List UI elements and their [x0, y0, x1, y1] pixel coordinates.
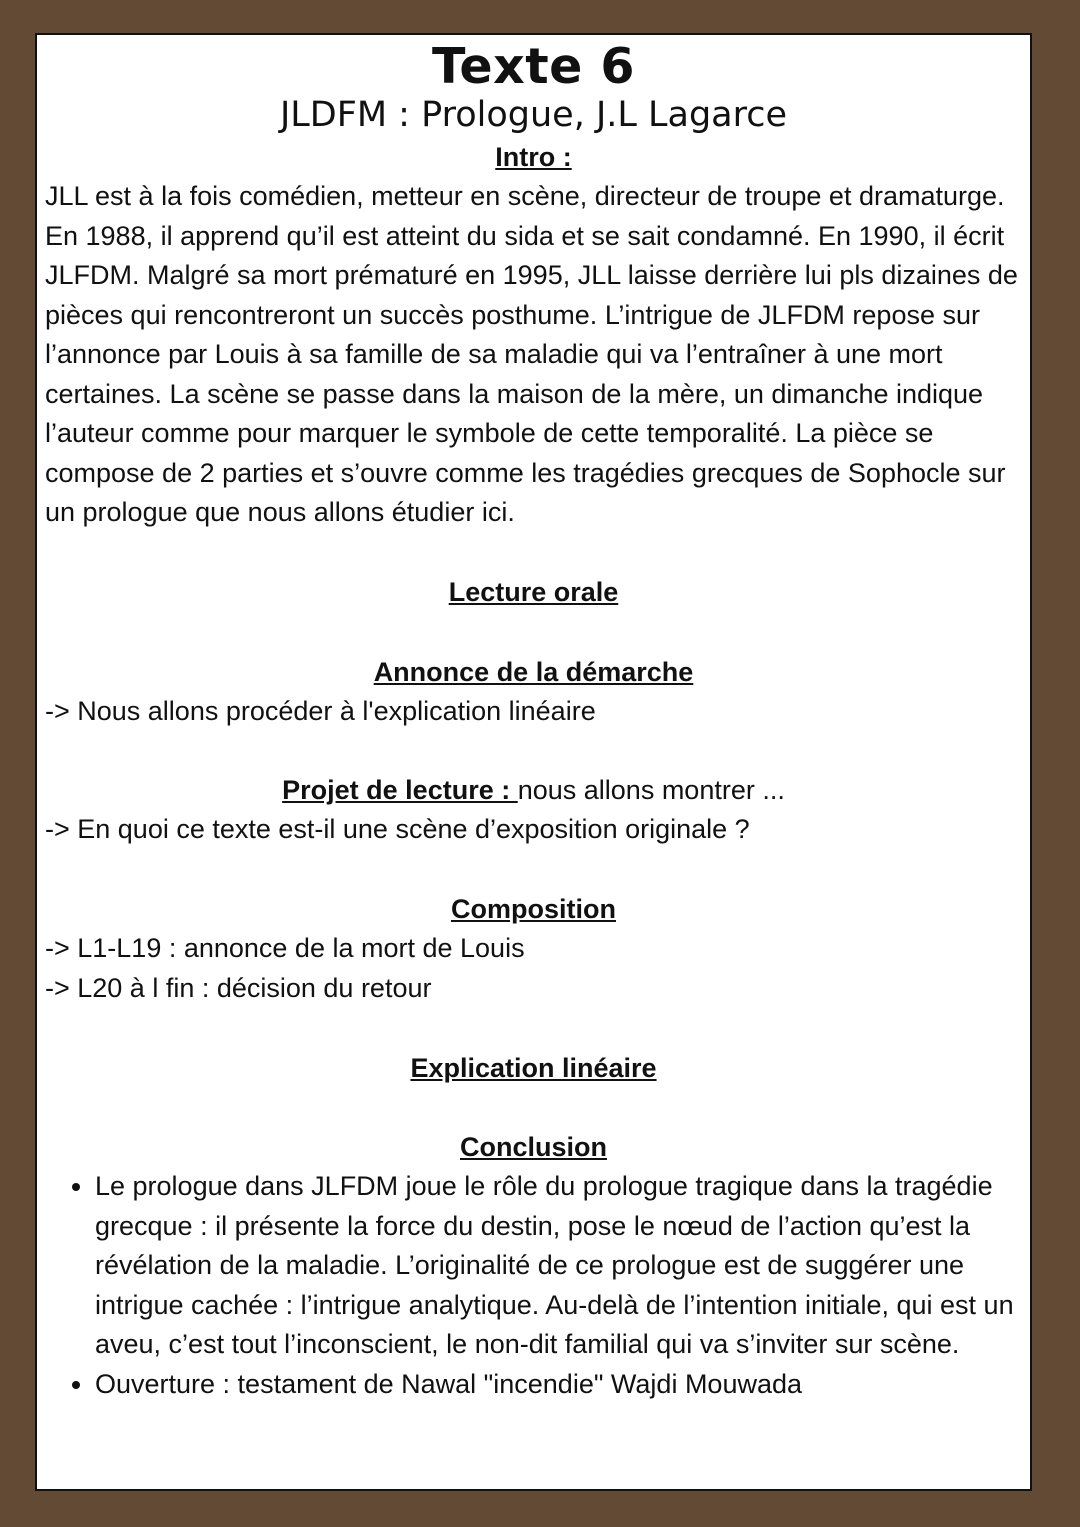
- conclusion-heading: Conclusion: [460, 1132, 607, 1162]
- spacer: [37, 612, 1030, 652]
- spacer: [37, 1008, 1030, 1048]
- conclusion-bullet: • Le prologue dans JLFDM joue le rôle du prologue tragique dans la tragédie grecque : il présente la force du destin, pose le nœud de l’action qu’est la révélation de la maladie. L’originalité de ce prologue est de suggérer une intrigue cachée : l’intrigue analytique. Au-delà de l’intention initiale, qui est un aveu, c’est tout l’inconscient, le non-dit familial qui va s’inviter sur scène.: [95, 1167, 1024, 1365]
- conclusion-list: [37, 1167, 1030, 1404]
- demarche-line: -> Nous allons procéder à l'explication linéaire: [45, 695, 596, 726]
- spacer: [37, 850, 1030, 890]
- document-page: [35, 33, 1032, 1491]
- explication-heading: Explication linéaire: [410, 1052, 657, 1083]
- intro-paragraph: JLL est à la fois comédien, metteur en scène, directeur de troupe et dramaturge. En 1988, il apprend qu’il est atteint du sida et se sait condamné. En 1990, il écrit JLFDM. Malgré sa mort prématuré en 1995, JLL laisse derrière lui pls dizaines de pièces qui rencontreront un succès posthume. L’intrigue de JLFDM repose sur l’annonce par Louis à sa famille de sa maladie qui va l’entraîner à une mort certaines. La scène se passe dans la maison de la mère, un dimanche indique l’auteur comme pour marquer le symbole de cette temporalité. La pièce se compose de 2 parties et s’ouvre comme les tragédies grecques de Sophocle sur un prologue que nous allons étudier ici.: [45, 181, 1018, 527]
- intro-heading: Intro :: [495, 142, 572, 172]
- page-title: Texte 6: [431, 38, 636, 95]
- spacer: [37, 533, 1030, 573]
- composition-line: -> L20 à l fin : décision du retour: [45, 972, 432, 1003]
- conclusion-bullet: • Ouverture : testament de Nawal "incendie" Wajdi Mouwada: [95, 1365, 1024, 1405]
- composition-heading: Composition: [451, 894, 616, 924]
- lecture-orale-heading: Lecture orale: [448, 577, 619, 607]
- spacer: [37, 1088, 1030, 1128]
- spacer: [37, 731, 1030, 771]
- projet-line: [37, 771, 1030, 811]
- demarche-heading: Annonce de la démarche: [373, 656, 694, 687]
- projet-rest: nous allons montrer ...: [517, 774, 785, 805]
- projet-question: -> En quoi ce texte est-il une scène d’exposition originale ?: [45, 814, 750, 844]
- projet-heading: Projet de lecture :: [282, 774, 518, 805]
- composition-line: -> L1-L19 : annonce de la mort de Louis: [45, 933, 525, 963]
- page-subtitle: JLDFM : Prologue, J.L Lagarce: [279, 95, 788, 135]
